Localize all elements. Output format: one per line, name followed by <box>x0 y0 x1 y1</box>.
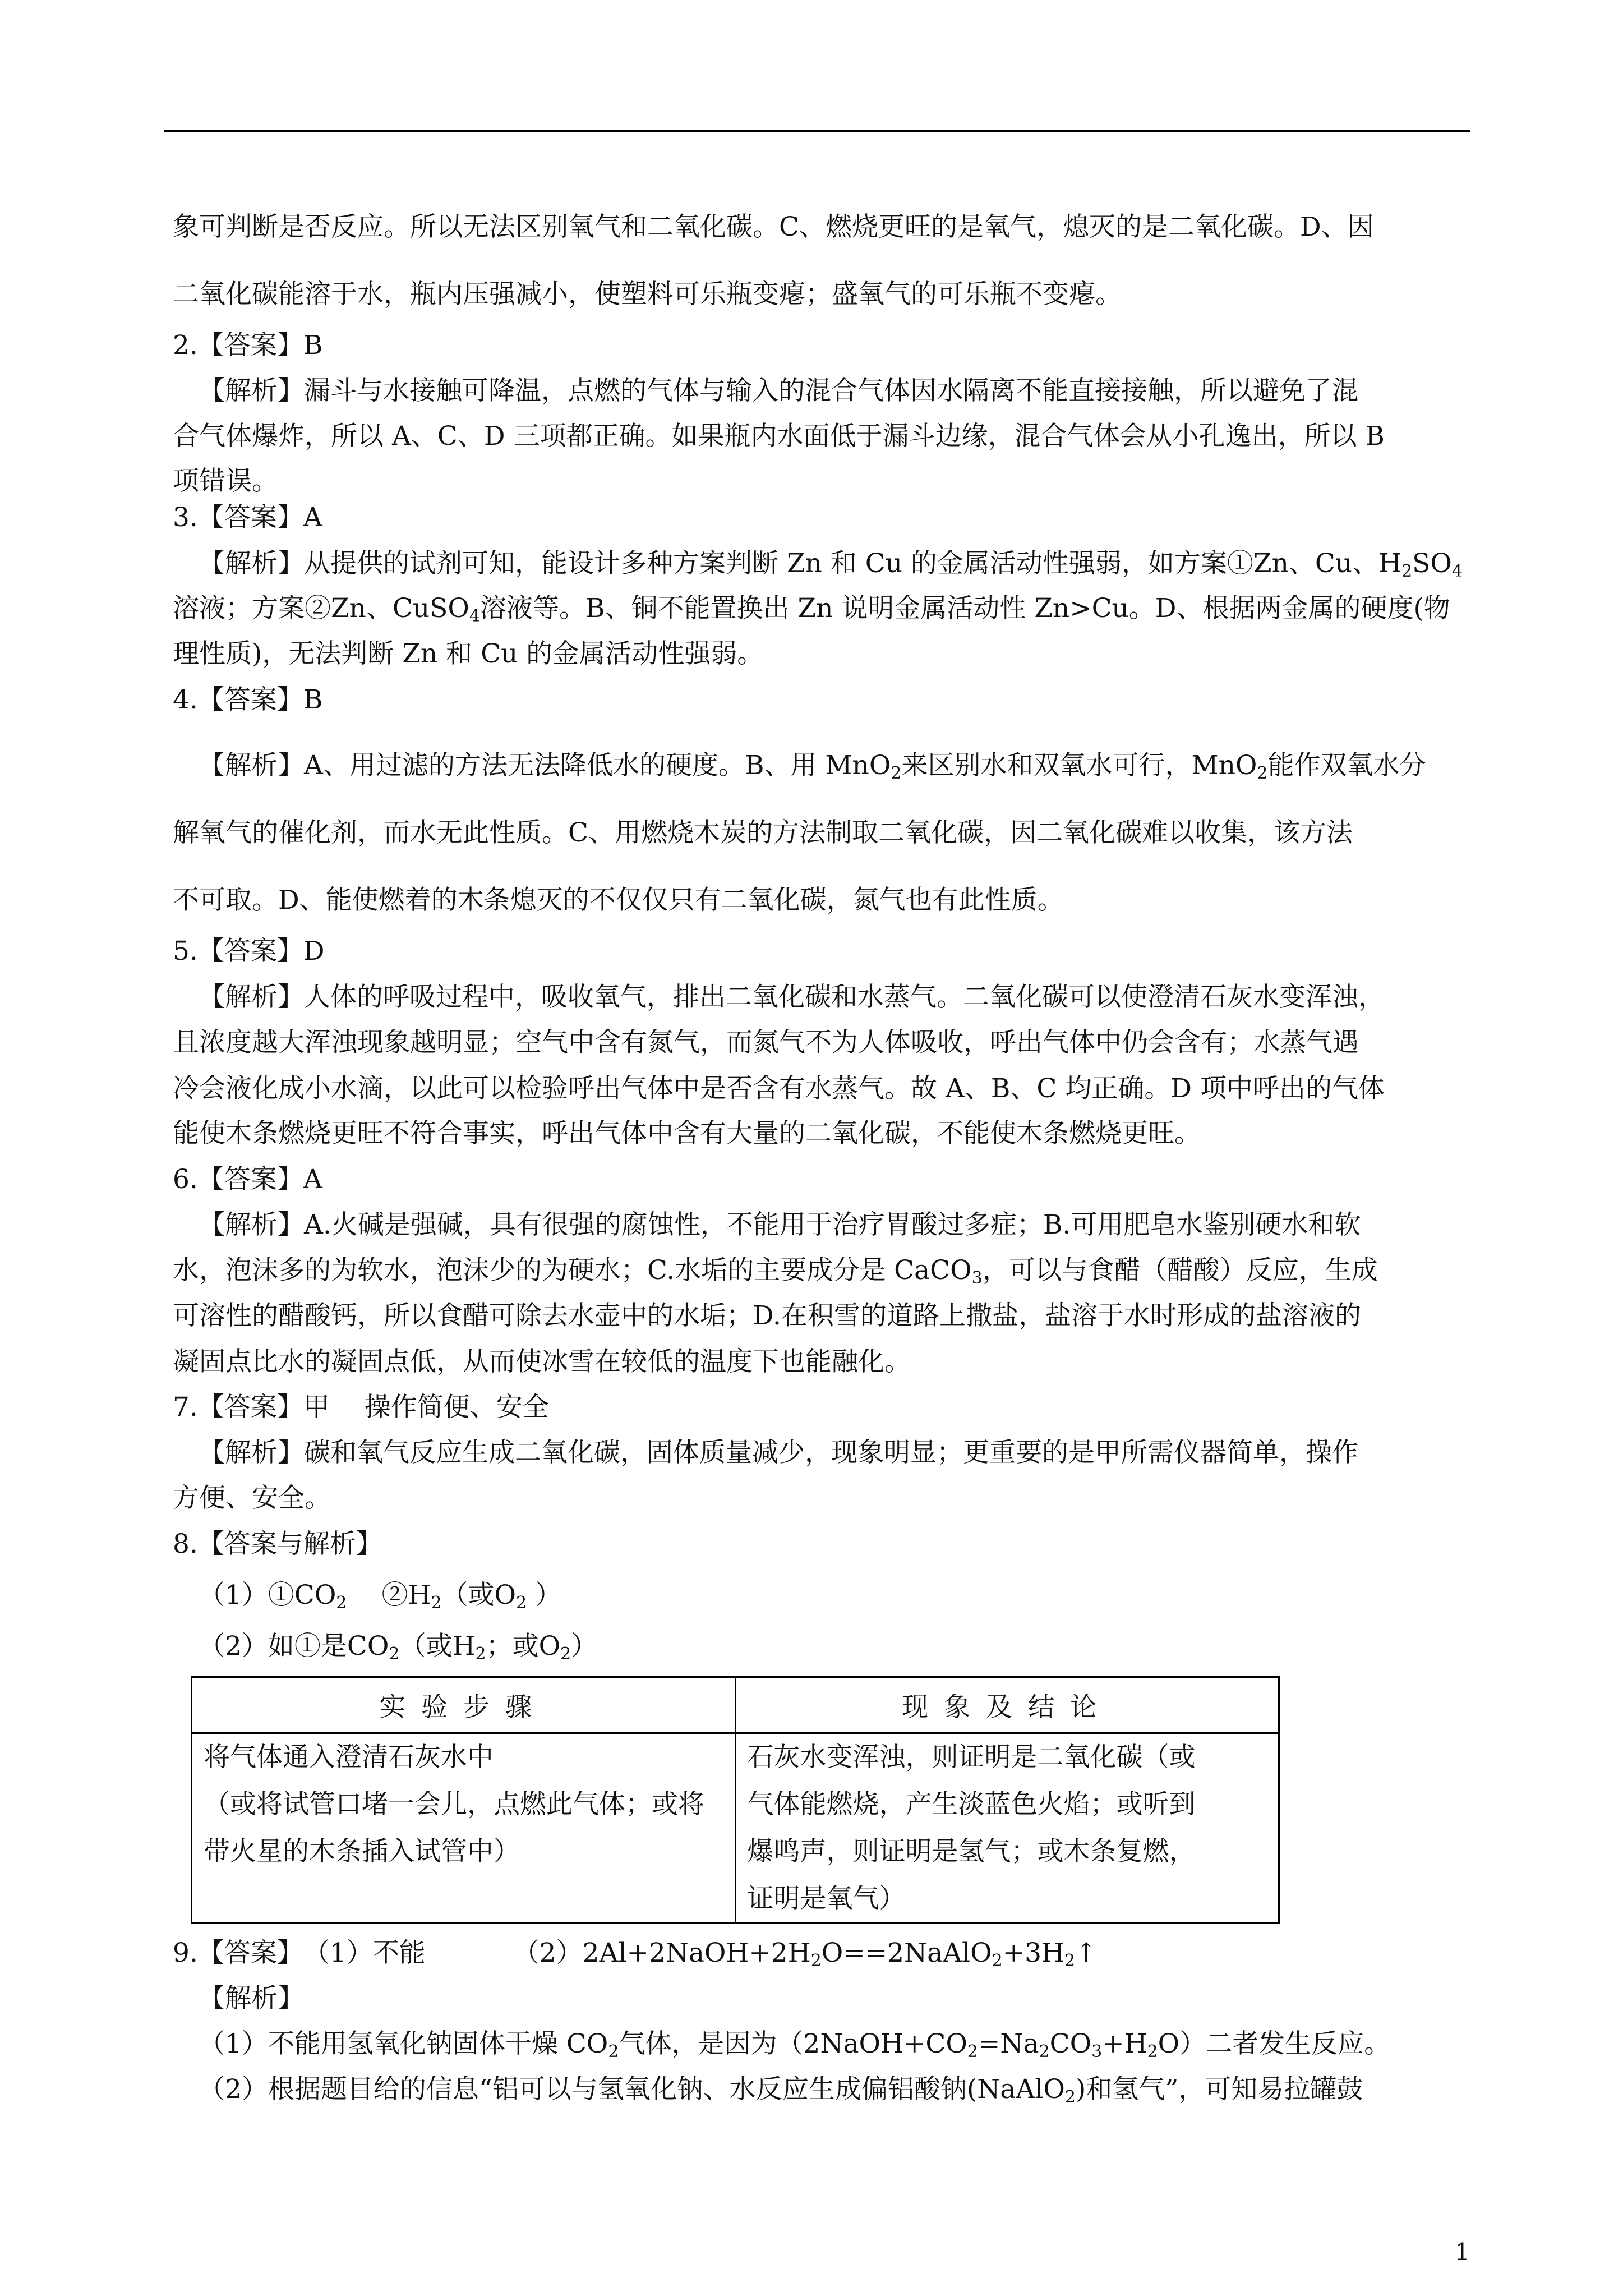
table-cell-results <box>735 1733 1279 1924</box>
text-line: 二氧化碳能溶于水，瓶内压强减小，使塑料可乐瓶变瘪；盛氧气的可乐瓶不变瘪。 <box>173 279 1122 310</box>
cell-line: 爆鸣声，则证明是氢气；或木条复燃， <box>747 1836 1196 1867</box>
cell-line: （或将试管口堵一会儿，点燃此气体；或将 <box>204 1789 704 1820</box>
table-header-row <box>192 1677 1279 1733</box>
answer-4: 4.【答案】B <box>173 684 323 715</box>
text-line: （1）不能用氢氧化钠固体干燥 $CO_2$气体，是因为$(2NaOH+CO_2=Na_2CO_3+H_2O)$二者发生反应。 <box>199 2028 1391 2062</box>
text-line: 方便、安全。 <box>173 1483 331 1513</box>
analysis-3: 【解析】从提供的试剂可知，能设计多种方案判断 Zn 和 Cu 的金属活动性强弱，如方案①Zn、Cu、$H_2SO_4$ <box>199 548 1463 581</box>
analysis-2: 【解析】漏斗与水接触可降温，点燃的气体与输入的混合气体因水隔离不能直接接触，所以避免了混 <box>199 375 1358 406</box>
page-number: 1 <box>1455 2238 1470 2266</box>
analysis-7: 【解析】碳和氧气反应生成二氧化碳，固体质量减少，现象明显；更重要的是甲所需仪器简单，操作 <box>199 1437 1358 1468</box>
answer-8: 8.【答案与解析】 <box>173 1529 382 1559</box>
analysis-6: 【解析】A.火碱是强碱，具有很强的腐蚀性，不能用于治疗胃酸过多症；B.可用肥皂水鉴别硬水和软 <box>199 1209 1361 1240</box>
cell-line: 气体能燃烧，产生淡蓝色火焰；或听到 <box>747 1789 1196 1820</box>
answer-6: 6.【答案】A <box>173 1164 322 1195</box>
answer-5: 5.【答案】D <box>173 936 325 967</box>
cell-line: 石灰水变浑浊，则证明是二氧化碳（或 <box>747 1742 1196 1773</box>
cell-line: 将气体通入澄清石灰水中 <box>204 1742 494 1773</box>
table-cell-steps <box>192 1733 736 1924</box>
text-line: 项错误。 <box>173 466 278 496</box>
text-line: 象可判断是否反应。所以无法区别氧气和二氧化碳。C、燃烧更旺的是氧气，熄灭的是二氧化碳。D、因 <box>173 211 1374 242</box>
text-line: 不可取。D、能使燃着的木条熄灭的不仅仅只有二氧化碳，氮气也有此性质。 <box>173 885 1064 915</box>
cell-line: 带火星的木条插入试管中） <box>204 1836 520 1867</box>
table-row <box>192 1733 1279 1924</box>
text-line: （2）根据题目给的信息“铝可以与氢氧化钠、水反应生成偏铝酸钠(NaAlO$_2$)和氢气”，可知易拉罐鼓 <box>199 2074 1363 2107</box>
answer-9: 9.【答案】 （1）不能 $(2)2Al+2NaOH+2H_2O==2NaAlO_2+3H_2↑$ <box>173 1938 1098 1971</box>
text-line: 可溶性的醋酸钙，所以食醋可除去水壶中的水垢；D.在积雪的道路上撒盐，盐溶于水时形成的盐溶液的 <box>173 1300 1361 1331</box>
text-line: 且浓度越大浑浊现象越明显；空气中含有氮气，而氮气不为人体吸收，呼出气体中仍会含有；水蒸气遇 <box>173 1027 1359 1058</box>
text-line: 溶液；方案②Zn、CuSO$_4$溶液等。B、铜不能置换出 Zn 说明金属活动性 Zn>Cu。D、根据两金属的硬度(物 <box>173 593 1450 626</box>
answer-8-part1: $(1)①CO_2$ $②H_2$（或$O_2$ ） <box>199 1580 562 1613</box>
analysis-9: 【解析】 <box>199 1983 304 2014</box>
cell-line <box>204 1875 723 1922</box>
text-line: 能使木条燃烧更旺不符合事实，呼出气体中含有大量的二氧化碳，不能使木条燃烧更旺。 <box>173 1118 1201 1149</box>
text-line: 合气体爆炸，所以 A、C、D 三项都正确。如果瓶内水面低于漏斗边缘，混合气体会从小孔逸出，所以 B <box>173 421 1385 452</box>
text-line: 凝固点比水的凝固点低，从而使冰雪在较低的温度下也能融化。 <box>173 1346 911 1377</box>
cell-line: 证明是氧气） <box>747 1883 906 1914</box>
text-line: 解氧气的催化剂，而水无此性质。C、用燃烧木炭的方法制取二氧化碳，因二氧化碳难以收集，该方法 <box>173 817 1353 848</box>
table-header-results: 现象及结论 <box>735 1677 1279 1733</box>
answer-7: 7.【答案】甲 操作简便、安全 <box>173 1392 549 1423</box>
answer-8-part2: （2）如①是$CO_2$（或$H_2$；或$O_2$） <box>199 1631 598 1664</box>
analysis-4: 【解析】A、用过滤的方法无法降低水的硬度。B、用 MnO$_2$来区别水和双氧水可行，MnO$_2$能作双氧水分 <box>199 750 1426 783</box>
text-line: 理性质)，无法判断 Zn 和 Cu 的金属活动性强弱。 <box>173 638 764 669</box>
answer-2: 2.【答案】B <box>173 330 323 361</box>
analysis-5: 【解析】人体的呼吸过程中，吸收氧气，排出二氧化碳和水蒸气。二氧化碳可以使澄清石灰水变浑浊， <box>199 982 1385 1013</box>
text-line: 水，泡沫多的为软水，泡沫少的为硬水；C.水垢的主要成分是 CaCO$_3$，可以与食醋（醋酸）反应，生成 <box>173 1255 1378 1288</box>
table-header-steps: 实验步骤 <box>192 1677 736 1733</box>
text-line: 冷会液化成小水滴，以此可以检验呼出气体中是否含有水蒸气。故 A、B、C 均正确。D 项中呼出的气体 <box>173 1073 1385 1104</box>
experiment-table <box>191 1676 1280 1924</box>
header-rule <box>164 130 1470 132</box>
answer-3: 3.【答案】A <box>173 502 322 533</box>
